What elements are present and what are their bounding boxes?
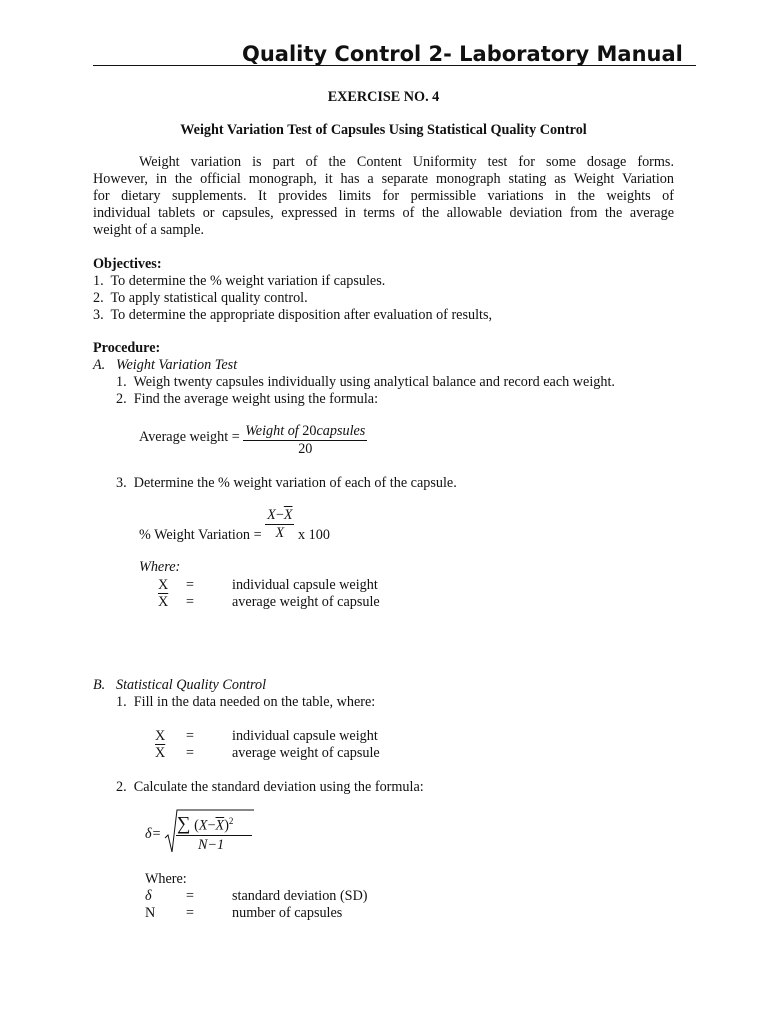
intro-paragraph	[93, 154, 674, 239]
where-label: Where:	[139, 559, 181, 575]
average-weight-formula	[139, 423, 367, 458]
section-b-step-2: 2. Calculate the standard deviation using the formula:	[116, 779, 424, 795]
procedure-heading: Procedure:	[93, 340, 161, 356]
fraction-numerator: Weight of 20capsules	[245, 423, 366, 439]
exercise-number: EXERCISE NO. 4	[327, 89, 440, 105]
sd-formula-denominator: N−1	[198, 837, 225, 853]
definition-symbol: $\overline{X}$	[158, 594, 169, 610]
header-rule	[93, 65, 696, 66]
weight-variation-fraction	[265, 507, 294, 542]
where-label: Where:	[145, 871, 187, 887]
header-title: Quality Control 2- Laboratory Manual	[242, 42, 683, 66]
definition-equals: =	[186, 745, 195, 761]
definition-description: individual capsule weight	[232, 728, 378, 744]
intro-line: individual tablets or capsules, expressed in terms of the allowable deviation from the average	[93, 205, 674, 221]
formula-tail: x 100	[298, 526, 330, 543]
objective-item: 1. To determine the % weight variation if capsules.	[93, 273, 386, 289]
definition-equals: =	[186, 594, 195, 610]
definition-symbol: δ	[145, 888, 152, 904]
sd-formula-numerator: ∑ $(X-\overline{X})^2$	[177, 813, 234, 835]
objective-item: 2. To apply statistical quality control.	[93, 290, 308, 306]
fraction-denominator: 20	[298, 441, 313, 457]
section-a-title: Weight Variation Test	[116, 357, 238, 373]
definition-equals: =	[186, 728, 195, 744]
section-a-label: A.	[93, 357, 106, 373]
definition-symbol: N	[145, 905, 156, 921]
formula-lhs: Average weight =	[139, 429, 240, 445]
formula-lhs: % Weight Variation =	[139, 526, 262, 543]
intro-line: weight of a sample.	[93, 222, 205, 238]
intro-line: Weight variation is part of the Content Uniformity test for some dosage forms.	[139, 154, 674, 170]
definition-description: average weight of capsule	[232, 745, 380, 761]
definition-symbol: X	[155, 728, 166, 744]
section-a-step-2: 2. Find the average weight using the formula:	[116, 391, 379, 407]
definition-symbol: X	[158, 577, 169, 593]
definition-symbol: $\overline{X}$	[155, 745, 166, 761]
weight-variation-formula	[139, 507, 330, 544]
definition-equals: =	[186, 888, 195, 904]
objective-item: 3. To determine the appropriate disposition after evaluation of results,	[93, 307, 493, 323]
definition-equals: =	[186, 905, 195, 921]
definition-description: number of capsules	[232, 905, 343, 921]
intro-line: However, in the official monograph, it has a separate monograph stating as Weight Variation	[93, 171, 674, 187]
average-weight-fraction	[243, 423, 367, 458]
objectives-heading: Objectives:	[93, 256, 162, 272]
definition-description: average weight of capsule	[232, 594, 380, 610]
section-a-step-3: 3. Determine the % weight variation of each of the capsule.	[116, 475, 457, 491]
definition-description: standard deviation (SD)	[232, 888, 368, 904]
section-a-step-1: 1. Weigh twenty capsules individually using analytical balance and record each weight.	[116, 374, 615, 390]
section-b-title: Statistical Quality Control	[116, 677, 267, 693]
sd-formula-lhs: δ=	[145, 826, 162, 842]
sd-fraction-bar	[176, 835, 252, 836]
intro-line: for dietary supplements. It provides limits for permissible variations in the weights of	[93, 188, 674, 204]
definition-equals: =	[186, 577, 195, 593]
section-b-step-1: 1. Fill in the data needed on the table, where:	[116, 694, 376, 710]
definition-description: individual capsule weight	[232, 577, 378, 593]
section-b-label: B.	[93, 677, 106, 693]
summation-icon: ∑	[177, 813, 191, 835]
exercise-title: Weight Variation Test of Capsules Using Statistical Quality Control	[180, 122, 587, 138]
fraction-denominator: X	[275, 525, 285, 541]
fraction-numerator: $X-\overline{X}$	[267, 507, 293, 523]
